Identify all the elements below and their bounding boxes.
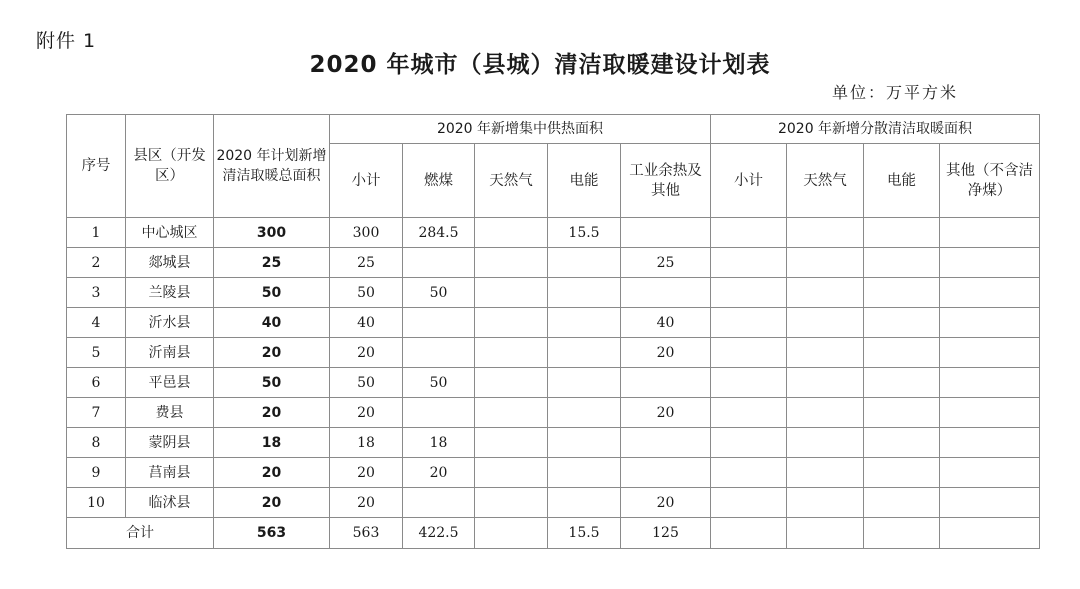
cell-distributed-other: [940, 518, 1040, 549]
header-central-electric: 电能: [548, 144, 621, 218]
header-planned-total: 2020 年计划新增清洁取暖总面积: [214, 115, 330, 218]
cell-distributed-electric: [864, 428, 940, 458]
unit-label: 单位：万平方米: [832, 83, 959, 102]
cell-central-coal: [403, 308, 475, 338]
table-row: [67, 308, 1040, 338]
cell-distributed-gas: [787, 458, 864, 488]
cell-central-industrial: [621, 278, 711, 308]
cell-central-electric: 15.5: [548, 518, 621, 549]
cell-central-electric: 15.5: [548, 218, 621, 248]
cell-county: 平邑县: [126, 368, 214, 398]
cell-central-subtotal: 20: [330, 338, 403, 368]
cell-central-electric: [548, 428, 621, 458]
cell-distributed-electric: [864, 458, 940, 488]
cell-central-gas: [475, 248, 548, 278]
cell-distributed-other: [940, 488, 1040, 518]
cell-county: 蒙阴县: [126, 428, 214, 458]
cell-seq: 1: [67, 218, 126, 248]
table-row: [67, 218, 1040, 248]
cell-central-coal: 50: [403, 278, 475, 308]
cell-central-subtotal: 300: [330, 218, 403, 248]
cell-central-industrial: [621, 428, 711, 458]
cell-central-industrial: 20: [621, 488, 711, 518]
header-distributed-gas: 天然气: [787, 144, 864, 218]
cell-total: 20: [214, 458, 330, 488]
header-central-gas: 天然气: [475, 144, 548, 218]
cell-total: 50: [214, 278, 330, 308]
cell-central-electric: [548, 368, 621, 398]
cell-central-subtotal: 40: [330, 308, 403, 338]
cell-distributed-electric: [864, 218, 940, 248]
cell-seq: 4: [67, 308, 126, 338]
plan-table: [66, 114, 1040, 549]
cell-central-gas: [475, 278, 548, 308]
cell-distributed-subtotal: [711, 488, 787, 518]
header-distributed-other: 其他（不含洁净煤）: [940, 144, 1040, 218]
cell-central-gas: [475, 218, 548, 248]
cell-central-industrial: [621, 458, 711, 488]
cell-seq: 7: [67, 398, 126, 428]
cell-distributed-other: [940, 308, 1040, 338]
total-row: [67, 518, 1040, 549]
cell-distributed-other: [940, 398, 1040, 428]
cell-central-electric: [548, 338, 621, 368]
cell-distributed-electric: [864, 488, 940, 518]
cell-distributed-electric: [864, 338, 940, 368]
header-distributed-subtotal: 小计: [711, 144, 787, 218]
cell-distributed-subtotal: [711, 248, 787, 278]
cell-total: 300: [214, 218, 330, 248]
attachment-label: 附件 1: [36, 30, 97, 52]
cell-central-industrial: 40: [621, 308, 711, 338]
cell-central-electric: [548, 248, 621, 278]
cell-distributed-other: [940, 218, 1040, 248]
cell-central-coal: 20: [403, 458, 475, 488]
cell-county: 郯城县: [126, 248, 214, 278]
table-row: [67, 338, 1040, 368]
cell-central-coal: [403, 488, 475, 518]
table-row: [67, 398, 1040, 428]
cell-central-subtotal: 18: [330, 428, 403, 458]
cell-distributed-gas: [787, 248, 864, 278]
header-county: 县区（开发区）: [126, 115, 214, 218]
cell-distributed-gas: [787, 518, 864, 549]
cell-central-coal: [403, 398, 475, 428]
cell-county: 临沭县: [126, 488, 214, 518]
table-row: [67, 488, 1040, 518]
cell-distributed-subtotal: [711, 368, 787, 398]
cell-seq: 10: [67, 488, 126, 518]
cell-central-gas: [475, 518, 548, 549]
cell-distributed-subtotal: [711, 458, 787, 488]
cell-central-gas: [475, 338, 548, 368]
cell-county: 中心城区: [126, 218, 214, 248]
cell-distributed-electric: [864, 368, 940, 398]
cell-distributed-other: [940, 428, 1040, 458]
cell-central-subtotal: 25: [330, 248, 403, 278]
header-distributed-electric: 电能: [864, 144, 940, 218]
cell-total: 40: [214, 308, 330, 338]
cell-central-gas: [475, 368, 548, 398]
cell-seq: 8: [67, 428, 126, 458]
header-central-subtotal: 小计: [330, 144, 403, 218]
table-row: [67, 278, 1040, 308]
cell-distributed-electric: [864, 248, 940, 278]
cell-seq: 5: [67, 338, 126, 368]
cell-central-industrial: 125: [621, 518, 711, 549]
cell-distributed-gas: [787, 218, 864, 248]
cell-central-industrial: 25: [621, 248, 711, 278]
cell-distributed-other: [940, 248, 1040, 278]
cell-total: 18: [214, 428, 330, 458]
cell-central-gas: [475, 308, 548, 338]
cell-central-industrial: 20: [621, 338, 711, 368]
total-label: 合计: [67, 518, 214, 549]
cell-distributed-subtotal: [711, 338, 787, 368]
cell-central-subtotal: 563: [330, 518, 403, 549]
cell-total: 50: [214, 368, 330, 398]
cell-central-coal: 50: [403, 368, 475, 398]
cell-central-coal: 422.5: [403, 518, 475, 549]
cell-central-electric: [548, 398, 621, 428]
cell-distributed-other: [940, 338, 1040, 368]
document-title: 2020 年城市（县城）清洁取暖建设计划表: [309, 52, 771, 78]
cell-seq: 2: [67, 248, 126, 278]
cell-distributed-subtotal: [711, 428, 787, 458]
cell-distributed-gas: [787, 278, 864, 308]
cell-distributed-other: [940, 368, 1040, 398]
cell-seq: 3: [67, 278, 126, 308]
cell-central-electric: [548, 278, 621, 308]
table-row: [67, 248, 1040, 278]
header-distributed-group: 2020 年新增分散清洁取暖面积: [711, 115, 1040, 144]
table-row: [67, 428, 1040, 458]
table-row: [67, 368, 1040, 398]
cell-county: 沂南县: [126, 338, 214, 368]
table-row: [67, 458, 1040, 488]
cell-total: 563: [214, 518, 330, 549]
cell-central-coal: [403, 338, 475, 368]
cell-central-gas: [475, 488, 548, 518]
cell-seq: 6: [67, 368, 126, 398]
cell-central-industrial: 20: [621, 398, 711, 428]
cell-central-industrial: [621, 218, 711, 248]
cell-distributed-subtotal: [711, 308, 787, 338]
cell-central-electric: [548, 488, 621, 518]
cell-total: 20: [214, 338, 330, 368]
cell-county: 兰陵县: [126, 278, 214, 308]
cell-distributed-subtotal: [711, 218, 787, 248]
cell-central-gas: [475, 428, 548, 458]
cell-central-coal: 18: [403, 428, 475, 458]
header-seq: 序号: [67, 115, 126, 218]
cell-distributed-gas: [787, 308, 864, 338]
cell-central-subtotal: 20: [330, 458, 403, 488]
cell-county: 费县: [126, 398, 214, 428]
cell-distributed-subtotal: [711, 398, 787, 428]
cell-distributed-electric: [864, 398, 940, 428]
cell-county: 莒南县: [126, 458, 214, 488]
cell-distributed-subtotal: [711, 518, 787, 549]
cell-central-subtotal: 50: [330, 368, 403, 398]
cell-distributed-subtotal: [711, 278, 787, 308]
cell-distributed-electric: [864, 308, 940, 338]
cell-central-coal: 284.5: [403, 218, 475, 248]
cell-distributed-gas: [787, 338, 864, 368]
cell-distributed-gas: [787, 368, 864, 398]
cell-central-electric: [548, 308, 621, 338]
cell-central-electric: [548, 458, 621, 488]
cell-central-subtotal: 20: [330, 398, 403, 428]
cell-total: 20: [214, 398, 330, 428]
cell-distributed-other: [940, 458, 1040, 488]
cell-central-coal: [403, 248, 475, 278]
cell-total: 20: [214, 488, 330, 518]
cell-central-subtotal: 50: [330, 278, 403, 308]
cell-central-gas: [475, 398, 548, 428]
cell-distributed-other: [940, 278, 1040, 308]
cell-central-subtotal: 20: [330, 488, 403, 518]
cell-distributed-electric: [864, 518, 940, 549]
cell-distributed-gas: [787, 488, 864, 518]
header-central-group: 2020 年新增集中供热面积: [330, 115, 711, 144]
cell-total: 25: [214, 248, 330, 278]
header-central-industrial: 工业余热及其他: [621, 144, 711, 218]
cell-central-industrial: [621, 368, 711, 398]
cell-central-gas: [475, 458, 548, 488]
header-central-coal: 燃煤: [403, 144, 475, 218]
cell-distributed-gas: [787, 398, 864, 428]
cell-seq: 9: [67, 458, 126, 488]
cell-distributed-electric: [864, 278, 940, 308]
cell-distributed-gas: [787, 428, 864, 458]
cell-county: 沂水县: [126, 308, 214, 338]
